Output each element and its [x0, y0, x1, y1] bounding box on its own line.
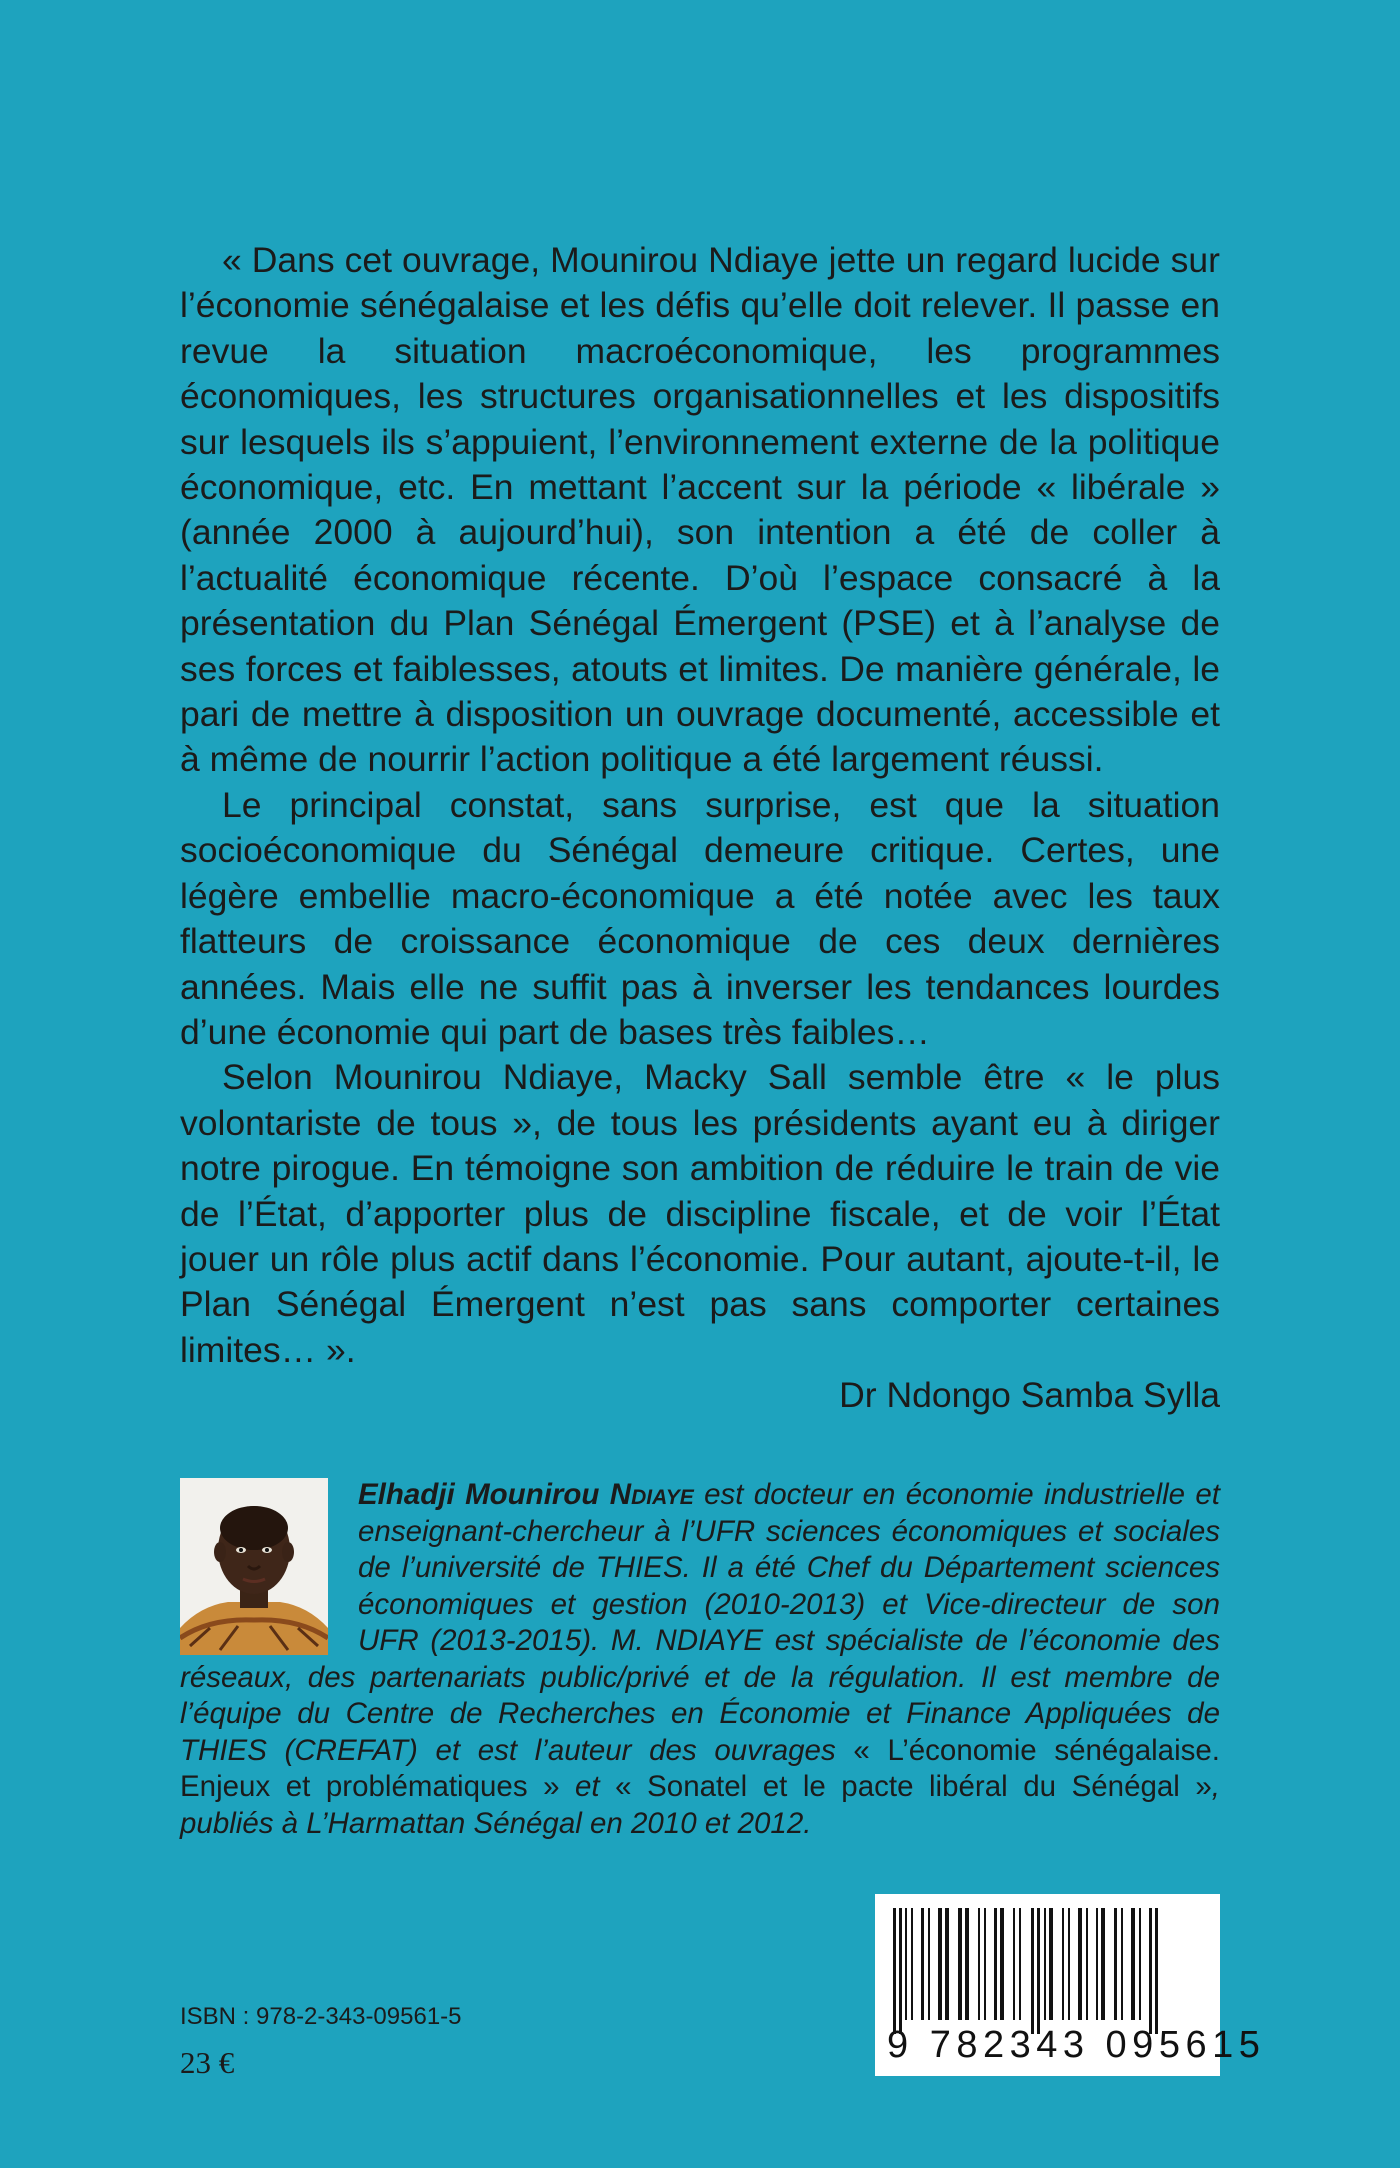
quote-paragraph-3: Selon Mounirou Ndiaye, Macky Sall semble être « le plus volontariste de tous », de tous les présidents ayant eu à diriger notre pirogue. En témoigne son ambition de réduire le train de vie de l’État, d’apporter plus de discipline fiscale, et de voir l’État jouer un rôle plus actif dans l’économie. Pour autant, ajoute-t-il, le Plan Sénégal Émergent n’est pas sans comporter certaines limites… ». — [180, 1057, 1220, 1370]
barcode-bar — [1062, 1908, 1064, 2020]
barcode-bar — [893, 1908, 896, 2034]
barcode-bar — [1031, 1908, 1034, 2034]
barcode-bar — [1155, 1908, 1158, 2034]
quote-paragraph-2: Le principal constat, sans surprise, est que la situation socioéconomique du Sénégal demeure critique. Certes, une légère embellie macro-économique a été notée avec les taux flatteurs de croissance économique de ces deux dernières années. Mais elle ne suffit pas à inverser les tendances lourdes d’une économie qui part de bases très faibles… — [180, 784, 1220, 1052]
barcode-bar — [921, 1908, 924, 2020]
barcode-bar — [1044, 1908, 1046, 2020]
barcode-bar — [905, 1908, 907, 2020]
author-bio-text-3: , publiés à L’Harmattan Sénégal en 2010 et 2012. — [180, 1770, 1220, 1840]
author-bio — [180, 1477, 1220, 1842]
barcode-bar — [965, 1908, 969, 2020]
barcode-digits: 9 782343 095615 — [887, 2024, 1266, 2066]
barcode-bar — [1078, 1908, 1082, 2020]
barcode — [875, 1894, 1266, 2076]
barcode-bar — [1131, 1908, 1135, 2020]
author-bio-text-1: est docteur en économie industrielle et enseignant-chercheur à l’UFR sciences économiques et sociales de l’université de THIES. Il a été Chef du Département sciences économiques et gestion (2010-2013) et Vice-directeur de son UFR (2013-2015). M. NDIAYE est spécialiste de l’économie des réseaux, des partenariats public/privé et de la régulation. Il est membre de l’équipe du Centre de Recherches en Économie et Finance Appliquées de THIES (CREFAT) et est l’auteur des ouvrages — [180, 1478, 1220, 1767]
book-title-1: « L’économie sénégalaise. Enjeux et problématiques » — [180, 1733, 1220, 1803]
barcode-bar — [994, 1908, 997, 2020]
barcode-bar — [1086, 1908, 1088, 2020]
barcode-bar — [1114, 1908, 1117, 2020]
quote-paragraph-1: « Dans cet ouvrage, Mounirou Ndiaye jette un regard lucide sur l’économie sénégalaise et les défis qu’elle doit relever. Il passe en revue la situation macroéconomique, les programmes économiques, les structures organisationnelles et les dispositifs sur lesquels ils s’appuient, l’environnement externe de la politique économique, etc. En mettant l’accent sur la période « libérale » (année 2000 à aujourd’hui), son intention a été de coller à l’actualité économique récente. D’où l’espace consacré à la présentation du Plan Sénégal Émergent (PSE) et à l’analyse de ses forces et faiblesses, atouts et limites. De manière générale, le pari de mettre à disposition un ouvrage documenté, accessible et à même de nourrir l’action politique a été largement réussi. — [180, 240, 1220, 780]
author-surname: Ndiaye — [609, 1478, 694, 1511]
barcode-bar — [938, 1908, 942, 2020]
barcode-bar — [928, 1908, 930, 2020]
barcode-bar — [984, 1908, 986, 2020]
book-title-2: « Sonatel et le pacte libéral du Sénégal » — [615, 1770, 1212, 1803]
back-cover-quote — [180, 238, 1220, 1419]
quote-signature: Dr Ndongo Samba Sylla — [839, 1375, 1220, 1416]
barcode-bar — [1049, 1908, 1053, 2020]
barcode-bar — [1139, 1908, 1141, 2020]
barcode-bar — [1068, 1908, 1070, 2020]
barcode-bar — [1101, 1908, 1105, 2020]
barcode-bar — [1149, 1908, 1152, 2034]
price: 23 € — [180, 2045, 235, 2080]
barcode-bar — [1037, 1908, 1040, 2034]
barcode-bar — [899, 1908, 902, 2034]
barcode-bar — [1096, 1908, 1098, 2020]
barcode-bar — [978, 1908, 980, 2020]
barcode-bar — [1013, 1908, 1015, 2020]
barcode-bar — [958, 1908, 962, 2020]
barcode-bar — [1000, 1908, 1004, 2020]
barcode-bar — [911, 1908, 913, 2020]
isbn: ISBN : 978-2-343-09561-5 — [180, 2003, 462, 2030]
author-bio-text-2: et — [559, 1770, 616, 1803]
barcode-bar — [1019, 1908, 1021, 2020]
author-photo — [180, 1478, 328, 1655]
barcode-bar — [1121, 1908, 1123, 2020]
author-portrait-icon — [180, 1478, 328, 1655]
author-name: Elhadji Mounirou — [358, 1478, 600, 1511]
barcode-bar — [945, 1908, 949, 2020]
